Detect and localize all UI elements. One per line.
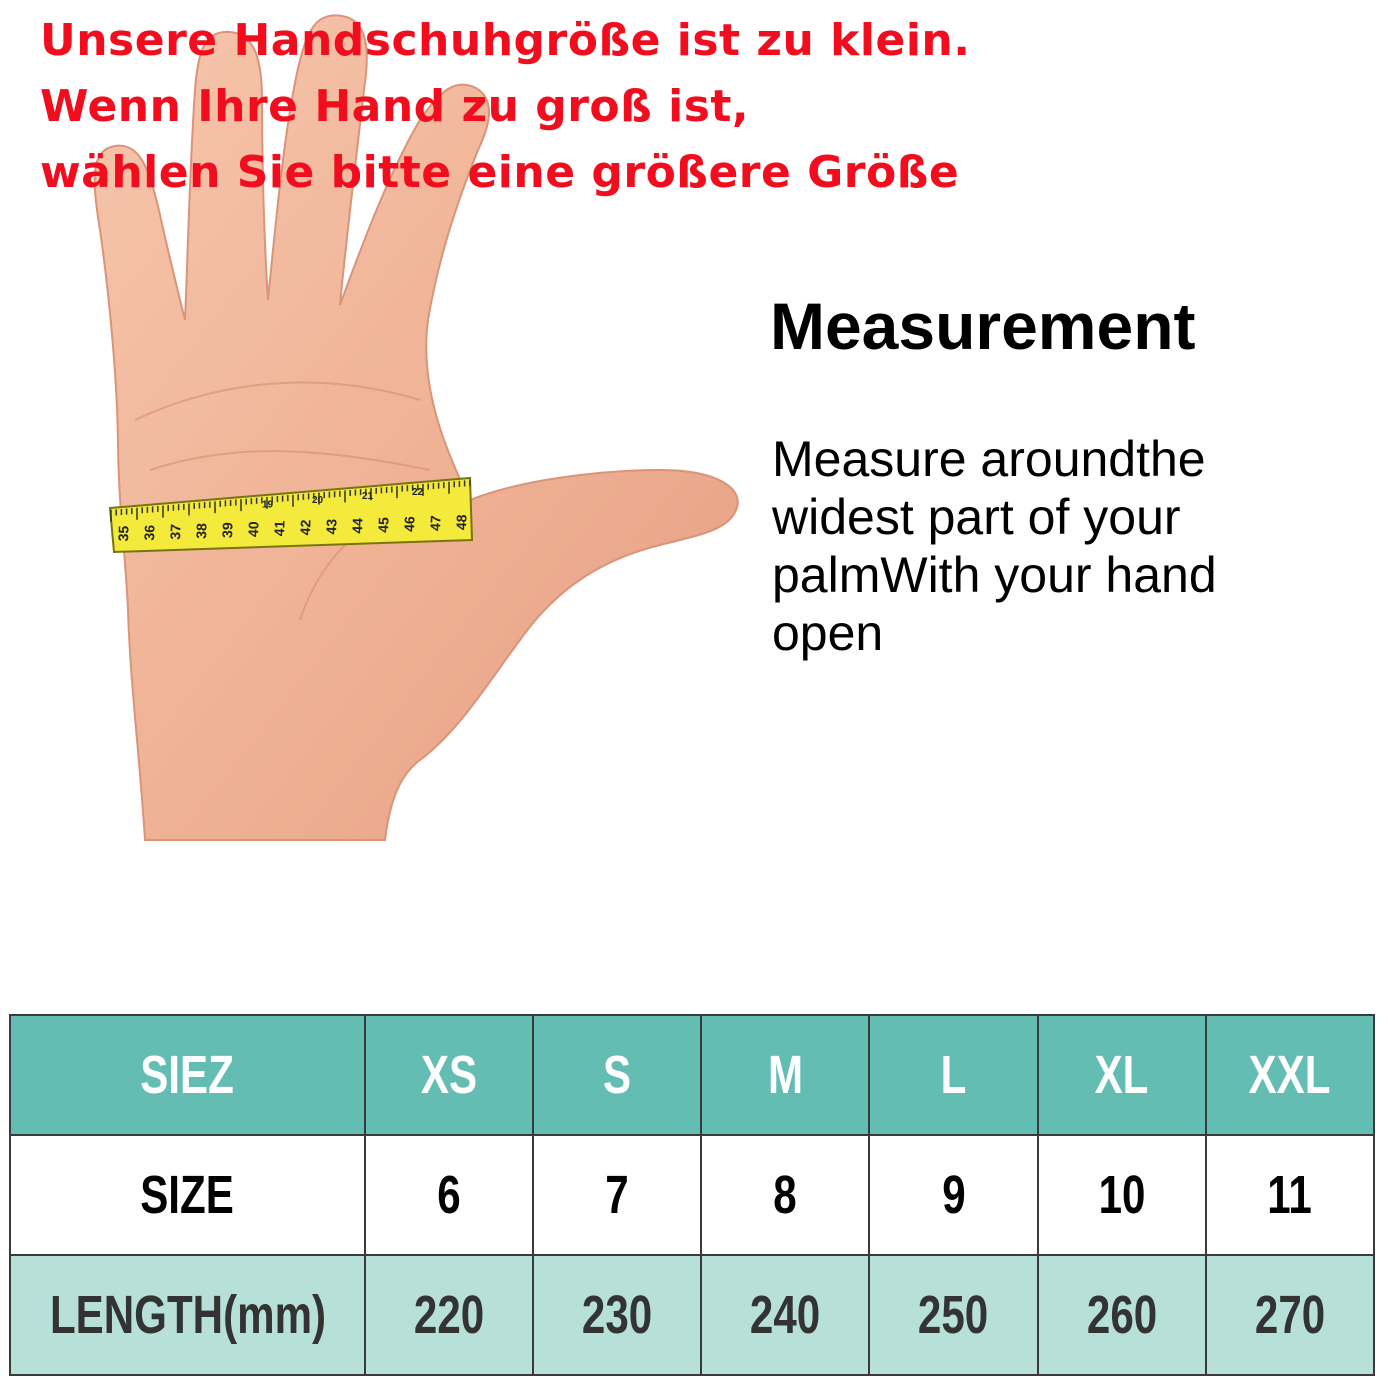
tape-number: 35 — [115, 525, 132, 542]
tape-small-number: 21 — [362, 491, 374, 502]
size-letter: XL — [1094, 1045, 1149, 1105]
tape-number: 48 — [453, 514, 470, 531]
tape-number: 37 — [167, 523, 184, 540]
size-warning — [40, 8, 970, 206]
length-cell — [1038, 1255, 1206, 1375]
tape-number: 45 — [375, 516, 392, 533]
tape-number: 42 — [297, 519, 314, 536]
header-label-cell — [10, 1015, 365, 1135]
size-number-cell — [701, 1135, 869, 1255]
length-row — [10, 1255, 1374, 1375]
length-value: 250 — [918, 1285, 989, 1345]
length-cell — [365, 1255, 533, 1375]
length-cell — [1206, 1255, 1374, 1375]
size-letter-cell — [533, 1015, 701, 1135]
size-letter: XXL — [1248, 1045, 1331, 1105]
tape-number: 47 — [427, 515, 444, 532]
tape-small-number: 22 — [412, 486, 424, 498]
tape-number: 39 — [219, 522, 236, 539]
size-letter: XS — [420, 1045, 478, 1105]
size-letter-row — [10, 1015, 1374, 1135]
size-number-cell — [1038, 1135, 1206, 1255]
measurement-title: Measurement — [770, 289, 1196, 363]
length-value: 230 — [582, 1285, 653, 1345]
length-cell — [869, 1255, 1037, 1375]
tape-number: 44 — [349, 517, 366, 534]
size-number-cell — [365, 1135, 533, 1255]
length-cell — [701, 1255, 869, 1375]
size-letter-cell — [1206, 1015, 1374, 1135]
tape-number: 36 — [141, 524, 158, 541]
size-number-row — [10, 1135, 1374, 1255]
tape-number: 38 — [193, 522, 210, 540]
warning-line-3: wählen Sie bitte eine größere Größe — [40, 147, 960, 198]
length-cell — [533, 1255, 701, 1375]
header-label: SIEZ — [140, 1045, 235, 1105]
length-value: 270 — [1254, 1285, 1326, 1345]
size-letter-cell — [869, 1015, 1037, 1135]
size-number-cell — [1206, 1135, 1374, 1255]
tape-number: 43 — [323, 518, 340, 535]
tape-small-number: 20 — [312, 495, 324, 507]
warning-line-1: Unsere Handschuhgröße ist zu klein. — [40, 15, 971, 66]
size-number: 7 — [605, 1165, 629, 1225]
tape-small-number: 19 — [262, 499, 274, 511]
size-chart-table — [9, 1014, 1375, 1376]
size-number-cell — [869, 1135, 1037, 1255]
size-letter-cell — [701, 1015, 869, 1135]
size-number: 11 — [1267, 1165, 1313, 1225]
size-letter: L — [940, 1045, 967, 1105]
warning-line-2: Wenn Ihre Hand zu groß ist, — [40, 81, 750, 132]
size-number: 6 — [437, 1165, 461, 1225]
size-letter-cell — [365, 1015, 533, 1135]
measurement-description: Measure aroundthe widest part of your palmWith your hand open — [772, 431, 1217, 661]
size-letter: M — [767, 1045, 803, 1105]
tape-number: 41 — [271, 520, 288, 537]
length-label: LENGTH(mm) — [49, 1285, 327, 1345]
tape-number: 46 — [401, 515, 418, 533]
size-number: 9 — [941, 1165, 966, 1225]
size-letter-cell — [1038, 1015, 1206, 1135]
length-value: 220 — [413, 1285, 485, 1345]
size-label-cell — [10, 1135, 365, 1255]
length-value: 260 — [1086, 1285, 1157, 1345]
size-number-cell — [533, 1135, 701, 1255]
size-label: SIZE — [140, 1165, 235, 1225]
size-number: 10 — [1098, 1165, 1146, 1225]
size-letter: S — [603, 1045, 632, 1105]
length-label-cell — [10, 1255, 365, 1375]
tape-number: 40 — [245, 521, 262, 538]
size-number: 8 — [773, 1165, 798, 1225]
length-value: 240 — [750, 1285, 821, 1345]
